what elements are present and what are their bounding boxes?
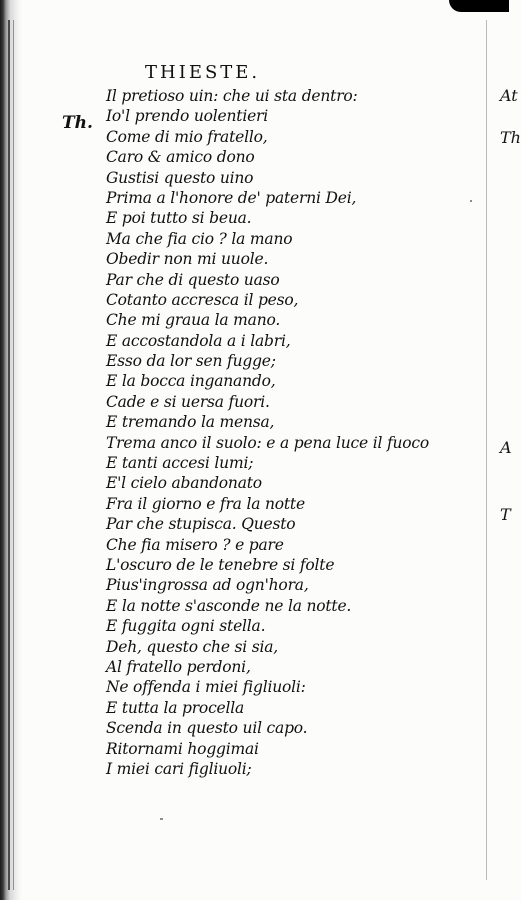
verse-line: Par che stupisca. Questo [106,515,296,534]
verse-line: E poi tutto si beua. [106,209,252,228]
verse-line: E tutta la procella [106,698,245,717]
verse-line: Pius'ingrossa ad ogn'hora, [106,576,309,595]
ink-speck [470,200,472,202]
verse-line: Prima a l'honore de' paterni Dei, [106,188,357,207]
gutter-rule [8,20,10,890]
facing-page-fragment: At [500,86,518,105]
verse-line: Ritornami hoggimai [106,739,259,758]
verse-line: L'oscuro de le tenebre si folte [106,555,335,574]
verse-line: Il pretioso uin: che ui sta dentro: [106,87,358,105]
facing-page-fragment: A [500,438,512,457]
facing-page-fragment: T [500,505,511,524]
facing-page-edge [486,20,487,880]
verse-line: Ne offenda i miei figliuoli: [106,678,306,697]
speaker-label: Th. [62,113,93,133]
verse-line: Gustisi questo uino [106,168,254,187]
verse-line: E la bocca inganando, [106,372,276,391]
verse-line: E'l cielo abandonato [106,474,262,493]
verse-line: Deh, questo che si sia, [106,637,279,656]
verse-line: Scenda in questo uil capo. [106,719,308,738]
verse-line: E tremando la mensa, [106,413,275,432]
verse-line: I miei cari figliuoli; [106,759,252,778]
verse-line: E accostandola a i labri, [106,331,291,350]
ink-speck [160,818,163,820]
verse-line: Che mi graua la mano. [106,311,281,330]
verse-line: Esso da lor sen fugge; [106,352,276,371]
running-head: THIESTE. [145,62,261,83]
verse-line: E tanti accesi lumi; [106,454,254,473]
gutter-rule [13,20,14,890]
verse-line: Fra il giorno e fra la notte [106,494,305,513]
verse-line: Trema anco il suolo: e a pena luce il fuoco [106,433,430,452]
verse-line: Ma che fia cio ? la mano [106,229,293,248]
verse-list [106,86,429,779]
verse-line: Obedir non mi uuole. [106,250,269,269]
verse-line: Cade e si uersa fuori. [106,392,270,411]
verse-line: E fuggita ogni stella. [106,617,266,636]
verse-line: Cotanto accresca il peso, [106,290,299,309]
verse-line: Io'l prendo uolentieri [106,107,269,126]
binding-gutter [0,0,22,900]
verse-line: Al fratello perdoni, [106,657,251,676]
verse-line: E la notte s'asconde ne la notte. [106,596,352,615]
verse-line: Che fia misero ? e pare [106,535,284,554]
facing-page-fragment: Th [500,128,521,147]
verse-line: Par che di questo uaso [106,270,280,289]
verse-line: Caro & amico dono [106,148,255,167]
verse-line: Come di mio fratello, [106,127,268,146]
ink-blot [449,0,509,12]
